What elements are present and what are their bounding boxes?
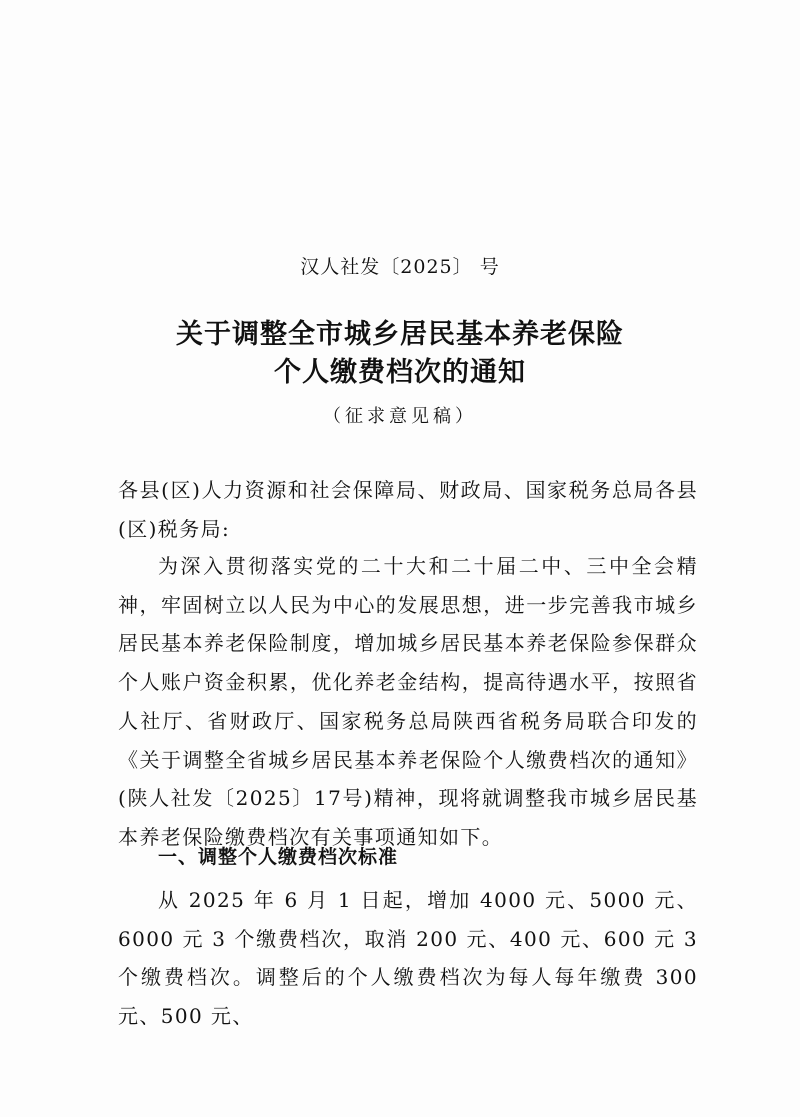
addressee: 各县(区)人力资源和社会保障局、财政局、国家税务总局各县(区)税务局: [118,478,698,541]
document-title [0,316,800,392]
paragraph-fee-tiers: 从 2025 年 6 月 1 日起，增加 4000 元、5000 元、6000 元 3 个缴费档次，取消 200 元、400 元、600 元 3 个缴费档次。调整后的个人缴费档次为每人每年缴费 300 元、500 元、 [118,888,698,1029]
section-heading-1: 一、调整个人缴费档次标准 [158,846,399,868]
title-line-2: 个人缴费档次的通知 [274,357,526,388]
title-line-1: 关于调整全市城乡居民基本养老保险 [176,319,624,350]
document-number: 汉人社发〔2025〕 号 [300,256,500,278]
document-subtitle: （征求意见稿） [323,406,477,427]
paragraph-intro: 为深入贯彻落实党的二十大和二十届二中、三中全会精神，牢固树立以人民为中心的发展思想，进一步完善我市城乡居民基本养老保险制度，增加城乡居民基本养老保险参保群众个人账户资金积累，优化养老金结构，提高待遇水平，按照省人社厅、省财政厅、国家税务总局陕西省税务局联合印发的《关于调整全省城乡居民基本养老保险个人缴费档次的通知》(陕人社发〔2025〕17号)精神，现将就调整我市城乡居民基本养老保险缴费档次有关事项通知如下。 [118,554,698,849]
